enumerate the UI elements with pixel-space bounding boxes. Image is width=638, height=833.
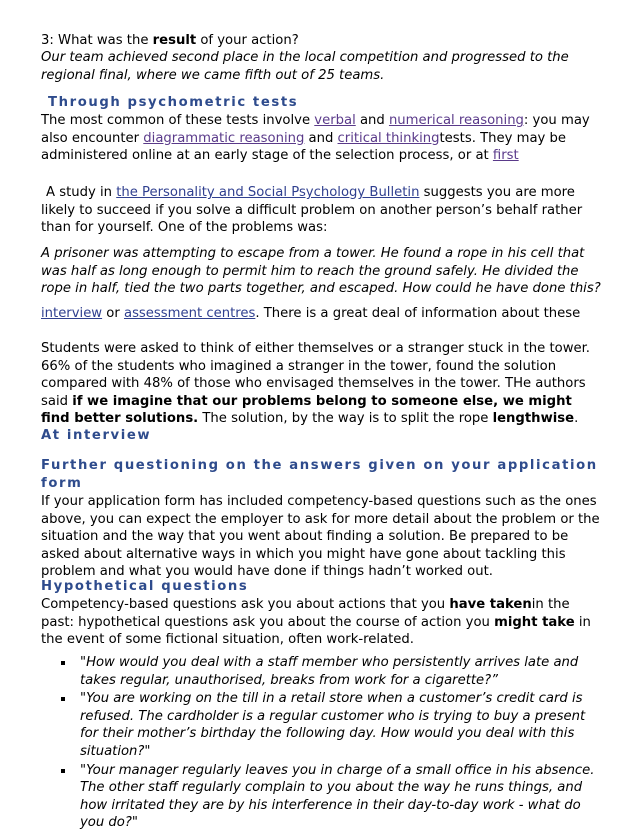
study-paragraph [41,184,601,237]
verbal-link[interactable]: verbal [314,113,356,128]
paragraph-text: and [304,130,338,146]
diagrammatic-reasoning-link[interactable]: diagrammatic reasoning [143,130,305,146]
further-questioning-heading: Further questioning on the answers given on your application form [41,458,598,491]
tower-problem [41,245,601,298]
assessment-centres-link[interactable]: assessment centres [123,306,256,321]
interview-line [41,305,601,323]
result-question [41,32,601,50]
psychometric-heading: Through psychometric tests [48,95,299,110]
answer-text: Our team achieved second place in the local competition and progressed to the regional final, where we came fifth out of 25 teams. [41,50,569,83]
list-item-text: "Your manager regularly leaves you in charge of a small office in his absence. The other staff regularly complain to you about the way he runs things, and how irritated they are by his interference in their day-to-day work - what do you do?" [80,762,595,831]
bold-text: lengthwise [492,411,575,427]
bold-text: if we imagine that our problems belong to someone else, we might find better solutions. [41,393,572,427]
at-interview-heading: At interview [41,428,152,443]
paragraph-text: suggests you are more likely to succeed if you solve a difficult problem on another person’s behalf rather than for yourself. One of the problems was: [41,185,583,236]
interview-link[interactable]: interview [41,306,103,321]
critical-thinking-link[interactable]: critical thinking [337,130,440,146]
psychometric-paragraph [41,112,601,165]
hypothetical-heading: Hypothetical questions [41,579,249,594]
paragraph-text: Students were asked to think of either themselves or a stranger stuck in the tower. 66% of the students who imagined a stranger in the tower, found the solution compared with 48% of those who envisaged themselves in the tower. THe authors said [41,341,590,409]
list-item [41,654,601,689]
bold-text: have taken [449,597,532,612]
list-item-text: "You are working on the till in a retail store when a customer’s credit card is refused. The cardholder is a regular customer who is trying to buy a present for their mother’s birthday the following day. How would you deal with this situation?" [80,691,586,759]
paragraph-text: or [102,306,124,321]
further-questioning-paragraph: If your application form has included competency-based questions such as the ones above, you can expect the employer to ask for more detail about the problem or the situation and the way that you went about finding a solution. Be prepared to be asked about alternative ways in which you might have gone about tackling this problem and what you would have done if things hadn’t worked out. [41,494,600,580]
paragraph-text: tests. They may be administered online at an early stage of the selection process, or at [41,130,567,164]
paragraph-text: The most common of these tests involve [41,113,315,128]
bulletin-link[interactable]: the Personality and Social Psychology Bulletin [116,185,420,200]
list-item [41,690,601,760]
hypothetical-paragraph [41,596,601,649]
paragraph-text: The solution, by the way is to split the rope [198,411,493,427]
problem-text: A prisoner was attempting to escape from a tower. He found a rope in his cell that was half as long enough to permit him to reach the ground safely. He divided the rope in half, tied the two parts together, and escaped. How could he have done this? [41,246,601,297]
paragraph-text: . [574,411,579,427]
paragraph-text: in the event of some fictional situation, often work-related. [41,614,591,648]
paragraph-text: : you may also encounter [41,113,590,146]
paragraph-text: and [355,113,389,128]
bullet-icon [61,697,65,701]
paragraph-text: A study in [46,185,117,200]
list-item [41,762,601,832]
first-link[interactable]: first [492,148,519,164]
bold-text: might take [494,614,575,630]
paragraph-text: in the past: hypothetical questions ask you about the course of action you [41,597,570,630]
question-text: 3: What was the [41,33,153,48]
question-text: of your action? [196,33,299,48]
hypothetical-question-list [41,654,601,833]
question-bold: result [152,33,197,48]
paragraph-text: Competency-based questions ask you about actions that you [41,597,450,612]
list-item-text: "How would you deal with a staff member who persistently arrives late and takes regular, unauthorised, breaks from work for a cigarette?” [80,655,579,688]
numerical-reasoning-link[interactable]: numerical reasoning [388,113,524,128]
result-answer [41,49,601,84]
students-paragraph [41,340,601,428]
bullet-icon [61,769,65,773]
bullet-icon [61,661,65,665]
paragraph-text: . There is a great deal of information about these [255,306,581,321]
